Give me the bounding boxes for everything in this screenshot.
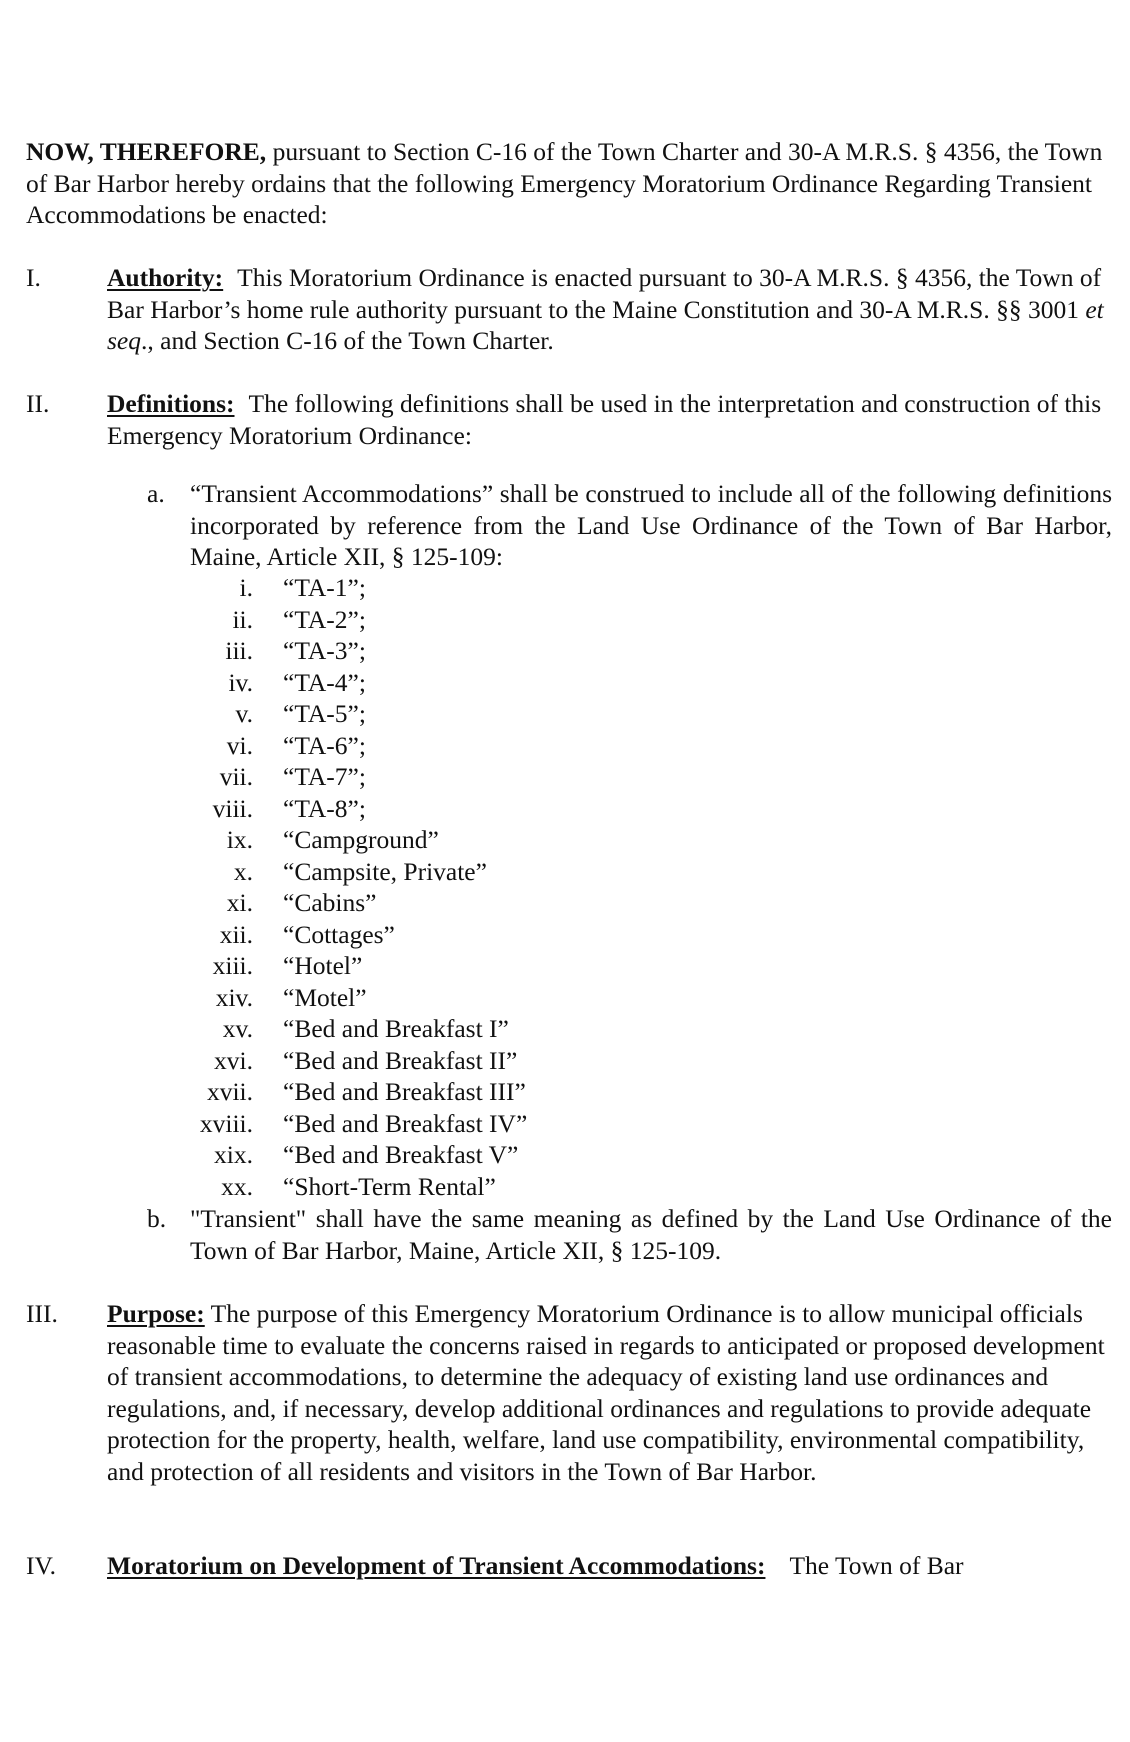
list-item-text: “Hotel” <box>283 951 363 980</box>
list-item <box>150 1171 650 1203</box>
list-item <box>150 635 650 667</box>
section-body <box>107 1550 1107 1582</box>
item-text: "Transient" shall have the same meaning as defined by the Land Use Ordinance of the Town of Bar Harbor, Maine, Article XII, § 125-109. <box>190 1204 1112 1265</box>
section-body <box>107 262 1107 357</box>
list-item <box>150 1108 650 1140</box>
section-number: I. <box>26 263 41 292</box>
list-item <box>150 1076 650 1108</box>
list-item <box>150 1139 650 1171</box>
transient-accommodations-list <box>150 572 650 1202</box>
list-item-text: “Bed and Breakfast V” <box>283 1140 519 1169</box>
list-item-text: “TA-1”; <box>283 573 366 602</box>
list-item-number: xiv. <box>215 982 253 1012</box>
section-text-end: ., and Section C-16 of the Town Charter. <box>141 326 554 355</box>
list-item-text: “TA-3”; <box>283 636 366 665</box>
list-item-number: xii. <box>219 919 253 949</box>
list-item-number: i. <box>239 573 253 602</box>
list-item-text: “Short-Term Rental” <box>283 1171 496 1201</box>
list-item <box>150 698 650 730</box>
list-item-number: viii. <box>212 793 253 823</box>
list-item-number: xvi. <box>214 1045 253 1075</box>
list-item <box>150 919 650 951</box>
list-item <box>150 824 650 856</box>
list-item-number: vii. <box>219 762 253 791</box>
list-item-text: “Bed and Breakfast I” <box>283 1014 509 1043</box>
list-item-number: xvii. <box>206 1077 253 1106</box>
list-item-text: “Bed and Breakfast IV” <box>283 1108 528 1138</box>
list-item-text: “Campsite, Private” <box>283 856 487 886</box>
list-item-number: xv. <box>222 1014 253 1043</box>
list-item <box>150 761 650 793</box>
list-item <box>150 982 650 1014</box>
section-text: The purpose of this Emergency Moratorium Ordinance is to allow municipal officials reasonable time to evaluate the concerns raised in regards to anticipated or proposed development of transient accommodations, to determine the adequacy of existing land use ordinances and regulations, and, if necessary, develop additional ordinances and regulations to provide adequate protection for the property, health, welfare, land use compatibility, environmental compatibility, and protection of all residents and visitors in the Town of Bar Harbor. <box>107 1299 1105 1486</box>
list-item-text: “TA-6”; <box>283 730 366 760</box>
list-item <box>150 887 650 919</box>
list-item-number: v. <box>235 699 253 728</box>
list-item-number: xix. <box>214 1140 253 1169</box>
list-item-number: x. <box>233 856 253 886</box>
list-item <box>150 1045 650 1077</box>
list-item-text: “Motel” <box>283 982 367 1012</box>
list-item <box>150 950 650 982</box>
list-item-text: “Campground” <box>283 825 439 854</box>
list-item <box>150 856 650 888</box>
item-letter: a. <box>147 479 165 508</box>
section-number: III. <box>26 1299 58 1328</box>
list-item <box>150 572 650 604</box>
list-item-number: vi. <box>226 730 253 760</box>
section-body <box>107 388 1107 451</box>
list-item-text: “TA-5”; <box>283 699 366 728</box>
section-number: IV. <box>26 1551 56 1580</box>
list-item <box>150 1013 650 1045</box>
list-item-number: ix. <box>226 825 253 854</box>
list-item-text: “Cottages” <box>283 919 395 949</box>
section-text: The Town of Bar <box>789 1551 964 1580</box>
list-item-number: xviii. <box>199 1108 253 1138</box>
section-text: This Moratorium Ordinance is enacted pursuant to 30-A M.R.S. § 4356, the Town of Bar Harbor’s home rule authority pursuant to the Maine Constitution and 30-A M.R.S. §§ 3001 <box>107 263 1102 324</box>
intro-paragraph <box>26 136 1106 231</box>
item-letter: b. <box>147 1204 167 1233</box>
list-item-text: “Bed and Breakfast II” <box>283 1045 518 1075</box>
list-item-text: “TA-4”; <box>283 667 366 697</box>
list-item <box>150 730 650 762</box>
list-item-number: iv. <box>228 667 253 697</box>
list-item-text: “Bed and Breakfast III” <box>283 1077 526 1106</box>
section-body <box>107 1298 1107 1487</box>
list-item-number: xi. <box>226 888 253 917</box>
intro-lead: NOW, THEREFORE, <box>26 137 267 166</box>
section-number: II. <box>26 389 50 418</box>
section-text-italic: et seq <box>107 294 1104 355</box>
section-text: The following definitions shall be used in the interpretation and construction of this Emergency Moratorium Ordinance: <box>107 389 1102 450</box>
intro-text: pursuant to Section C-16 of the Town Charter and 30-A M.R.S. § 4356, the Town of Bar Harbor hereby ordains that the following Emergency Moratorium Ordinance Regarding Transient Accommodations be enacted: <box>26 137 1103 229</box>
section-heading: Moratorium on Development of Transient Accommodations: <box>107 1551 766 1580</box>
list-item-text: “TA-8”; <box>283 793 366 823</box>
section-heading: Definitions: <box>107 389 235 418</box>
list-item <box>150 667 650 699</box>
list-item-text: “TA-7”; <box>283 762 366 791</box>
list-item-text: “TA-2”; <box>283 604 366 634</box>
list-item-number: xx. <box>221 1171 253 1201</box>
section-heading: Authority: <box>107 263 224 292</box>
list-item-number: xiii. <box>212 951 253 980</box>
section-heading: Purpose: <box>107 1299 205 1328</box>
list-item-text: “Cabins” <box>283 888 377 917</box>
list-item-number: ii. <box>232 604 253 634</box>
list-item <box>150 604 650 636</box>
item-text: “Transient Accommodations” shall be construed to include all of the following definitions incorporated by reference from the Land Use Ordinance of the Town of Bar Harbor, Maine, Article XII, § 125-109: <box>190 479 1112 571</box>
list-item-number: iii. <box>225 636 253 665</box>
list-item <box>150 793 650 825</box>
